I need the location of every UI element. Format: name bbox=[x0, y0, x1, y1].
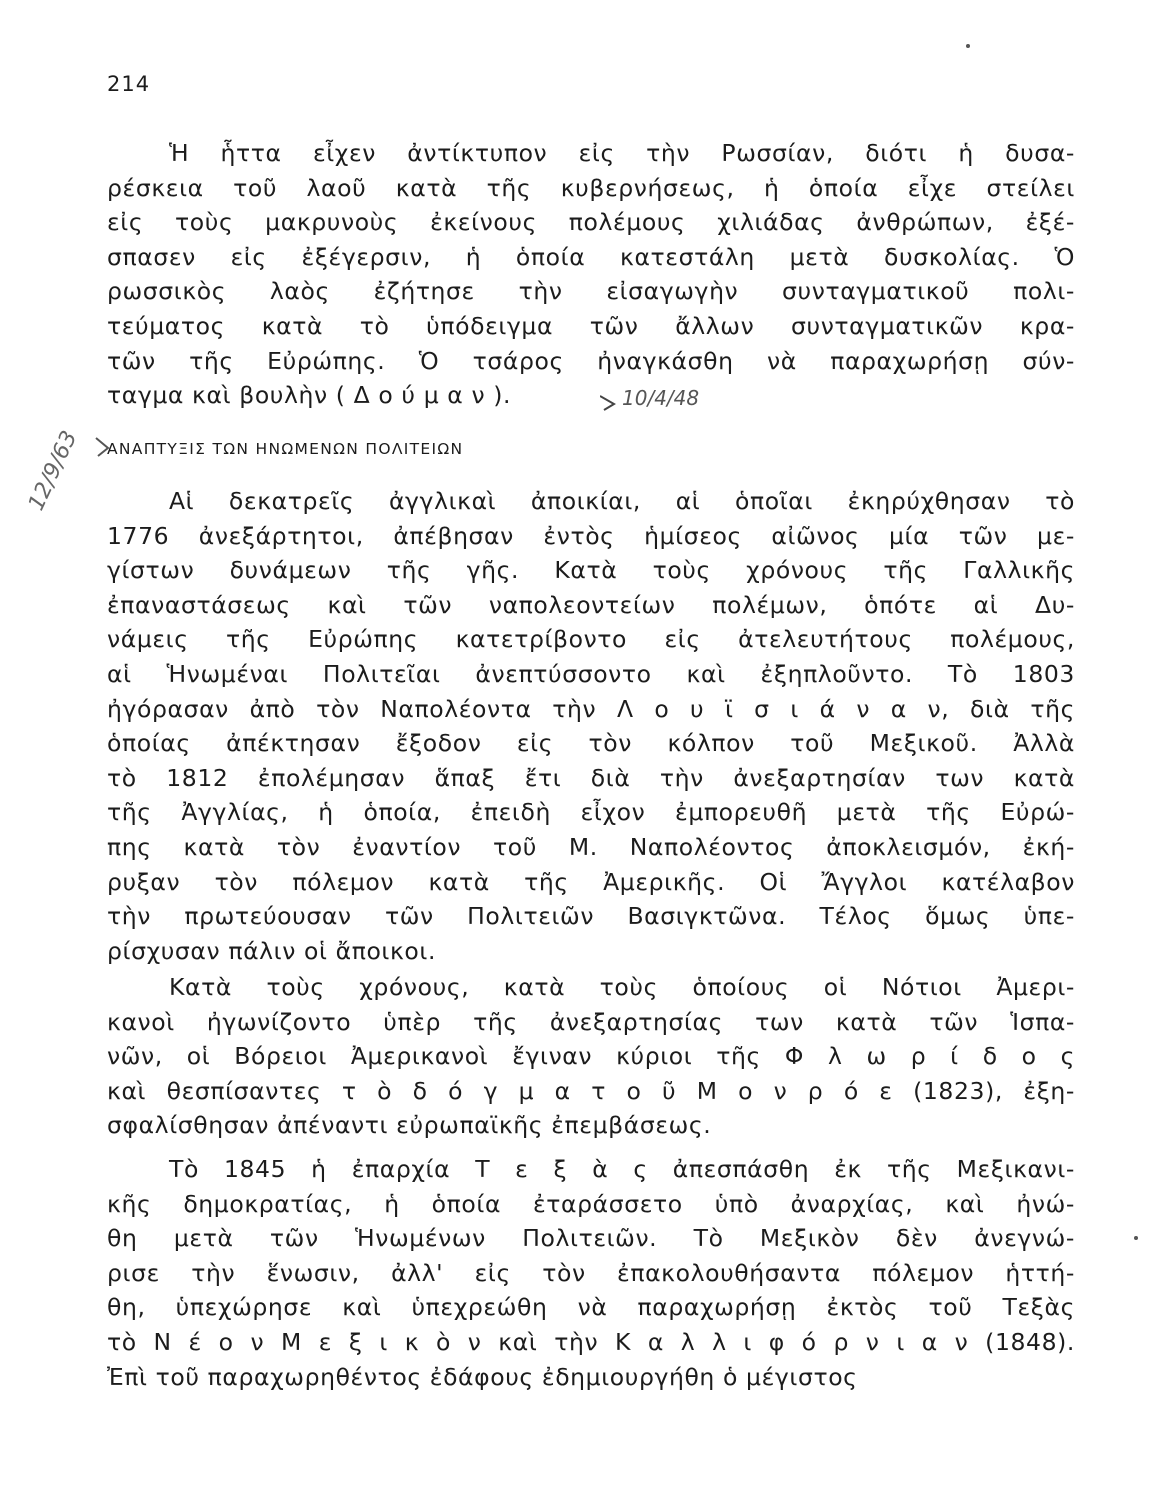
text-line: σπασεν εἰς ἐξέγερσιν, ἡ ὁποία κατεστάλη μετὰ δυσκολίας. Ὁ bbox=[107, 242, 1075, 271]
text-line: ρισε τὴν ἕνωσιν, ἀλλ' εἰς τὸν ἐπακολουθήσαντα πόλεμον ἡττή- bbox=[107, 1258, 1075, 1287]
handwritten-date-text: 10/4/48 bbox=[622, 386, 700, 410]
text-line: ὁποίας ἀπέκτησαν ἔξοδον εἰς τὸν κόλπον τοῦ Μεξικοῦ. Ἀλλὰ bbox=[107, 729, 1075, 758]
paragraph-4 bbox=[107, 1152, 1075, 1394]
text-line: πης κατὰ τὸν ἐναντίον τοῦ Μ. Ναπολέοντος ἀποκλεισμόν, ἐκή- bbox=[107, 832, 1075, 861]
text-line: ρέσκεια τοῦ λαοῦ κατὰ τῆς κυβερνήσεως, ἡ ὁποία εἶχε στείλει bbox=[107, 173, 1075, 202]
paragraph-3 bbox=[107, 970, 1075, 1143]
paragraph-2 bbox=[107, 484, 1075, 968]
text-line: νάμεις τῆς Εὐρώπης κατετρίβοντο εἰς ἀτελευτήτους πολέμους, bbox=[107, 625, 1075, 654]
handwritten-date-annotation bbox=[600, 378, 800, 418]
text-line: κανοὶ ἠγωνίζοντο ὑπὲρ τῆς ἀνεξαρτησίας των κατὰ τῶν Ἱσπα- bbox=[107, 1007, 1075, 1036]
text-line: νῶν, οἱ Βόρειοι Ἀμερικανοὶ ἔγιναν κύριοι τῆς Φ λ ω ρ ί δ ο ς bbox=[107, 1042, 1075, 1071]
section-heading: ΑΝΑΠΤΥΞΙΣ ΤΩΝ ΗΝΩΜΕΝΩΝ ΠΟΛΙΤΕΙΩΝ bbox=[107, 440, 464, 458]
text-line: ρωσσικὸς λαὸς ἐζήτησε τὴν εἰσαγωγὴν συνταγματικοῦ πολι- bbox=[107, 277, 1075, 306]
text-line: Τὸ 1845 ἡ ἐπαρχία Τ ε ξ ὰ ς ἀπεσπάσθη ἐκ τῆς Μεξικανι- bbox=[169, 1155, 1075, 1183]
text-line: Ἐπὶ τοῦ παραχωρηθέντος ἐδάφους ἐδημιουργήθη ὁ μέγιστος bbox=[107, 1362, 858, 1391]
margin-handwritten-annotation bbox=[4, 420, 114, 520]
text-line: θη, ὑπεχώρησε καὶ ὑπεχρεώθη νὰ παραχωρήσῃ ἐκτὸς τοῦ Τεξὰς bbox=[107, 1293, 1075, 1322]
margin-date-text: 12/9/63 bbox=[23, 427, 83, 515]
text-line: 1776 ἀνεξάρτητοι, ἀπέβησαν ἐντὸς ἡμίσεος αἰῶνος μία τῶν με- bbox=[107, 521, 1075, 550]
text-line: Ἡ ἧττα εἶχεν ἀντίκτυπον εἰς τὴν Ρωσσίαν, διότι ἡ δυσα- bbox=[169, 139, 1075, 167]
text-line: θη μετὰ τῶν Ἡνωμένων Πολιτειῶν. Τὸ Μεξικὸν δὲν ἀνεγνώ- bbox=[107, 1224, 1075, 1253]
text-line: τεύματος κατὰ τὸ ὑπόδειγμα τῶν ἄλλων συνταγματικῶν κρα- bbox=[107, 311, 1075, 340]
text-line: τῶν τῆς Εὐρώπης. Ὁ τσάρος ἠναγκάσθη νὰ παραχωρήσῃ σύν- bbox=[107, 346, 1075, 375]
scan-speck bbox=[966, 44, 970, 48]
text-line: ἠγόρασαν ἀπὸ τὸν Ναπολέοντα τὴν Λ ο υ ϊ σ ι ά ν α ν, διὰ τῆς bbox=[107, 694, 1075, 723]
text-line: τὸ Ν έ ο ν Μ ε ξ ι κ ὸ ν καὶ τὴν Κ α λ λ ι φ ό ρ ν ι α ν (1848). bbox=[107, 1327, 1075, 1356]
text-line: Αἱ δεκατρεῖς ἀγγλικαὶ ἀποικίαι, αἱ ὁποῖαι ἐκηρύχθησαν τὸ bbox=[169, 487, 1075, 515]
text-line: σφαλίσθησαν ἀπέναντι εὐρωπαϊκῆς ἐπεμβάσεως. bbox=[107, 1111, 712, 1140]
page-number: 214 bbox=[107, 72, 151, 96]
text-line: εἰς τοὺς μακρυνοὺς ἐκείνους πολέμους χιλιάδας ἀνθρώπων, ἐξέ- bbox=[107, 208, 1075, 237]
text-line: κῆς δημοκρατίας, ἡ ὁποία ἐταράσσετο ὑπὸ ἀναρχίας, καὶ ἠνώ- bbox=[107, 1189, 1075, 1218]
scan-speck bbox=[1134, 1236, 1138, 1240]
text-line: ταγμα καὶ βουλὴν ( Δ ο ύ μ α ν ). bbox=[107, 381, 512, 410]
paragraph-1 bbox=[107, 136, 1075, 413]
text-line: τὴν πρωτεύουσαν τῶν Πολιτειῶν Βασιγκτῶνα. Τέλος ὅμως ὑπε- bbox=[107, 902, 1075, 931]
text-line: αἱ Ἡνωμέναι Πολιτεῖαι ἀνεπτύσσοντο καὶ ἐξηπλοῦντο. Τὸ 1803 bbox=[107, 659, 1075, 688]
text-line: ρυξαν τὸν πόλεμον κατὰ τῆς Ἀμερικῆς. Οἱ Ἄγγλοι κατέλαβον bbox=[107, 867, 1075, 896]
text-line: τῆς Ἀγγλίας, ἡ ὁποία, ἐπειδὴ εἶχον ἐμπορευθῆ μετὰ τῆς Εὐρώ- bbox=[107, 798, 1075, 827]
text-line: καὶ θεσπίσαντες τ ὸ δ ό γ μ α τ ο ῦ Μ ο ν ρ ό ε (1823), ἐξη- bbox=[107, 1076, 1075, 1105]
text-line: γίστων δυνάμεων τῆς γῆς. Κατὰ τοὺς χρόνους τῆς Γαλλικῆς bbox=[107, 556, 1075, 585]
text-line: ρίσχυσαν πάλιν οἱ ἄποικοι. bbox=[107, 936, 437, 965]
text-line: Κατὰ τοὺς χρόνους, κατὰ τοὺς ὁποίους οἱ Νότιοι Ἀμερι- bbox=[169, 973, 1075, 1001]
text-line: τὸ 1812 ἐπολέμησαν ἅπαξ ἔτι διὰ τὴν ἀνεξαρτησίαν των κατὰ bbox=[107, 763, 1075, 792]
text-line: ἐπαναστάσεως καὶ τῶν ναπολεοντείων πολέμων, ὁπότε αἱ Δυ- bbox=[107, 590, 1075, 619]
